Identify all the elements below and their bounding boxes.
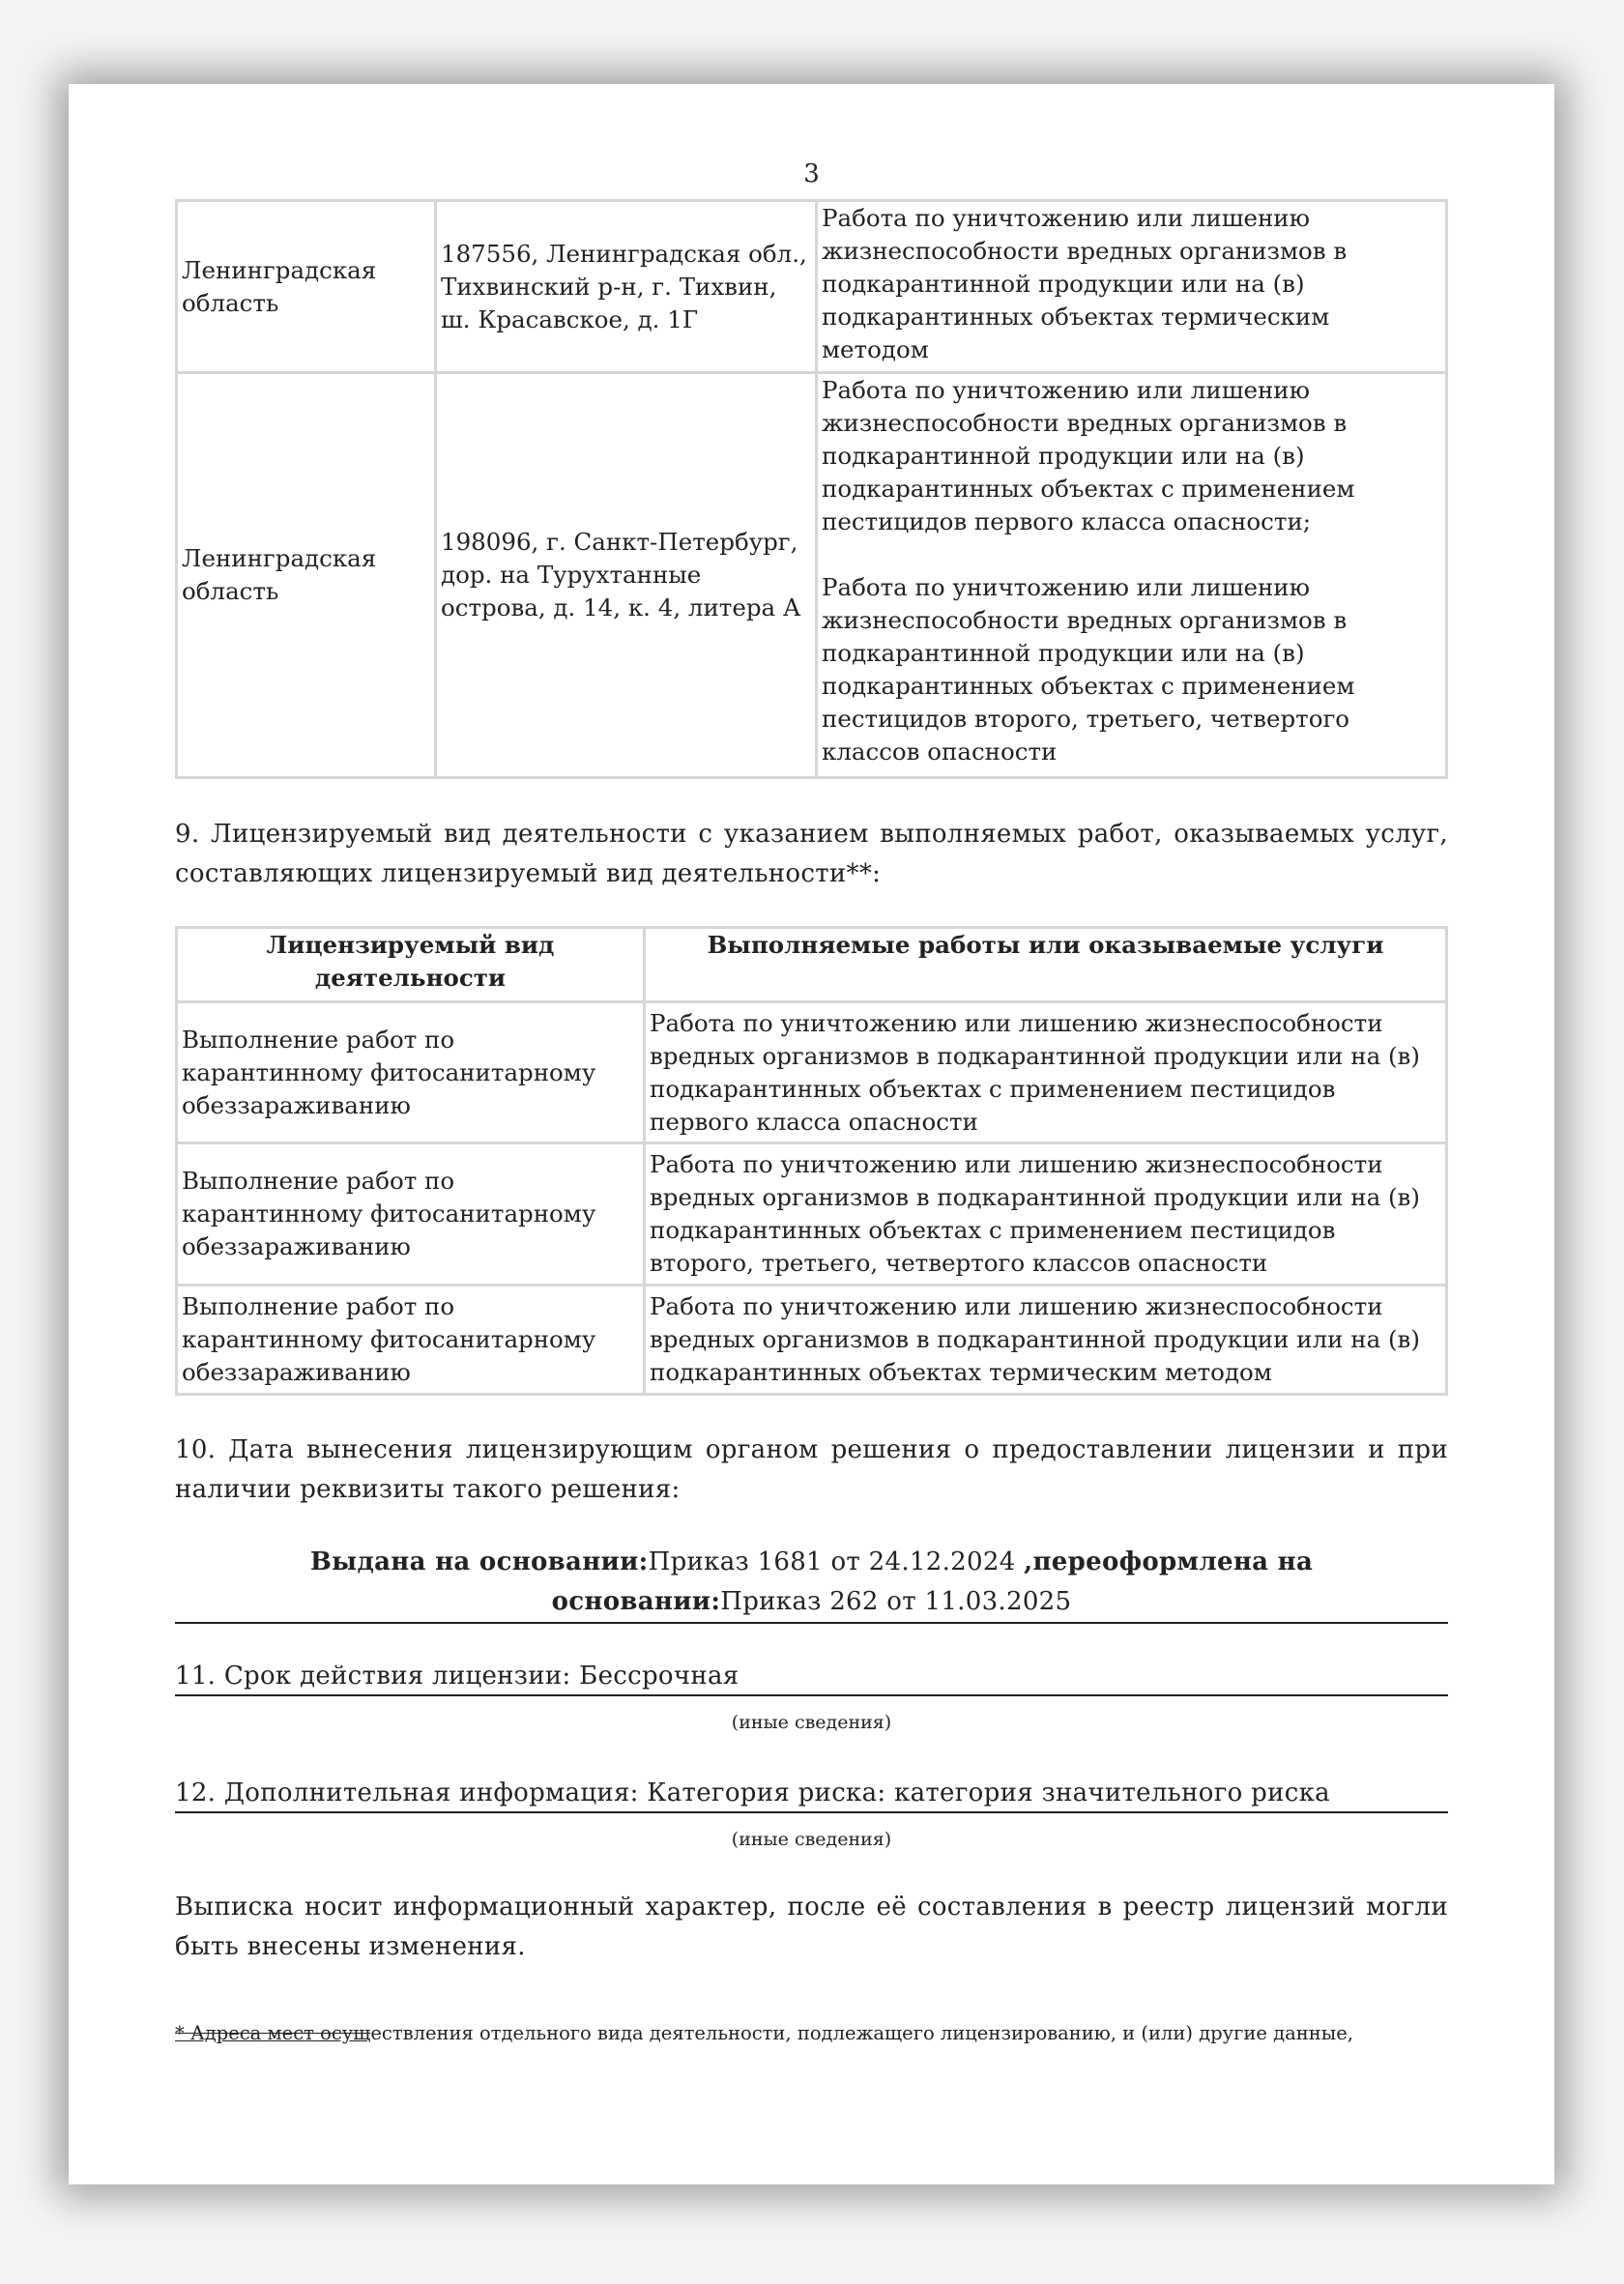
table-row (177, 1002, 1447, 1143)
work-item: Работа по уничтожению или лишению жизнеспособности вредных организмов в подкарантинной продукции или на (в) подкарантинных объектах с применением пестицидов первого класса опасности; (822, 376, 1355, 535)
table-row (177, 1143, 1447, 1286)
table-header-row (177, 928, 1447, 1002)
work-item: Работа по уничтожению или лишению жизнеспособности вредных организмов в подкарантинной продукции или на (в) подкарантинных объектах с применением пестицидов второго, третьего, четвертого классов опасности (822, 573, 1355, 766)
region-cell: Ленинградская область (177, 201, 436, 373)
table-row (177, 201, 1447, 373)
reissued-value: Приказ 262 от 11.03.2025 (720, 1587, 1072, 1616)
activity-cell: Выполнение работ по карантинному фитосанитарному обеззараживанию (177, 1143, 645, 1286)
column-header: Выполняемые работы или оказываемые услуги (645, 928, 1447, 1002)
activity-cell: Выполнение работ по карантинному фитосанитарному обеззараживанию (177, 1002, 645, 1143)
work-cell: Работа по уничтожению или лишению жизнеспособности вредных организмов в подкарантинной продукции или на (в) подкарантинных объектах с применением пестицидов первого класса опасности (645, 1002, 1447, 1143)
column-header: Лицензируемый вид деятельности (177, 928, 645, 1002)
section-11-caption: (иные сведения) (731, 1712, 892, 1733)
address-cell: 198096, г. Санкт-Петербург, дор. на Турухтанные острова, д. 14, к. 4, литера А (436, 373, 817, 778)
footnote-rest: ествления отдельного вида деятельности, подлежащего лицензированию, и (или) другие данные, (370, 2022, 1353, 2044)
issued-value: Приказ 1681 от 24.12.2024 (648, 1547, 1025, 1576)
work-cell: Работа по уничтожению или лишению жизнеспособности вредных организмов в подкарантинной продукции или на (в) подкарантинных объектах термическим методом (645, 1286, 1447, 1395)
region-cell: Ленинградская область (177, 373, 436, 778)
document-page (69, 84, 1554, 2184)
section-12-text: 12. Дополнительная информация: Категория риска: категория значительного риска (175, 1775, 1448, 1813)
page-number: 3 (803, 159, 820, 188)
notice-text: Выписка носит информационный характер, после её составления в реестр лицензий могли быть внесены изменения. (175, 1893, 1448, 1961)
section-12-caption: (иные сведения) (731, 1829, 892, 1850)
work-cell: Работа по уничтожению или лишению жизнеспособности вредных организмов в подкарантинной продукции или на (в) подкарантинных объектах с применением пестицидов второго, третьего, четвертого классов опасности (645, 1143, 1447, 1286)
decision-details (175, 1543, 1448, 1624)
works-cell (817, 373, 1447, 778)
section-11-text: 11. Срок действия лицензии: Бессрочная (175, 1658, 1448, 1696)
section-9-text: 9. Лицензируемый вид деятельности с указанием выполняемых работ, оказываемых услуг, составляющих лицензируемый вид деятельности**: (175, 820, 1448, 888)
activity-cell: Выполнение работ по карантинному фитосанитарному обеззараживанию (177, 1286, 645, 1395)
addresses-table (175, 199, 1448, 779)
footnote-struck: * Адреса мест осущ (175, 2022, 371, 2044)
reissued-label: ,переоформлена на основании: (551, 1547, 1314, 1616)
table-row (177, 373, 1447, 778)
works-cell: Работа по уничтожению или лишению жизнеспособности вредных организмов в подкарантинной продукции или на (в) подкарантинных объектах термическим методом (817, 201, 1447, 373)
section-10-text: 10. Дата вынесения лицензирующим органом решения о предоставлении лицензии и при наличии реквизиты такого решения: (175, 1435, 1448, 1504)
issued-label: Выдана на основании: (309, 1547, 649, 1576)
footnote (175, 2022, 1448, 2044)
table-row (177, 1286, 1447, 1395)
address-cell: 187556, Ленинградская обл., Тихвинский р-н, г. Тихвин, ш. Красавское, д. 1Г (436, 201, 817, 373)
activities-table (175, 926, 1448, 1396)
